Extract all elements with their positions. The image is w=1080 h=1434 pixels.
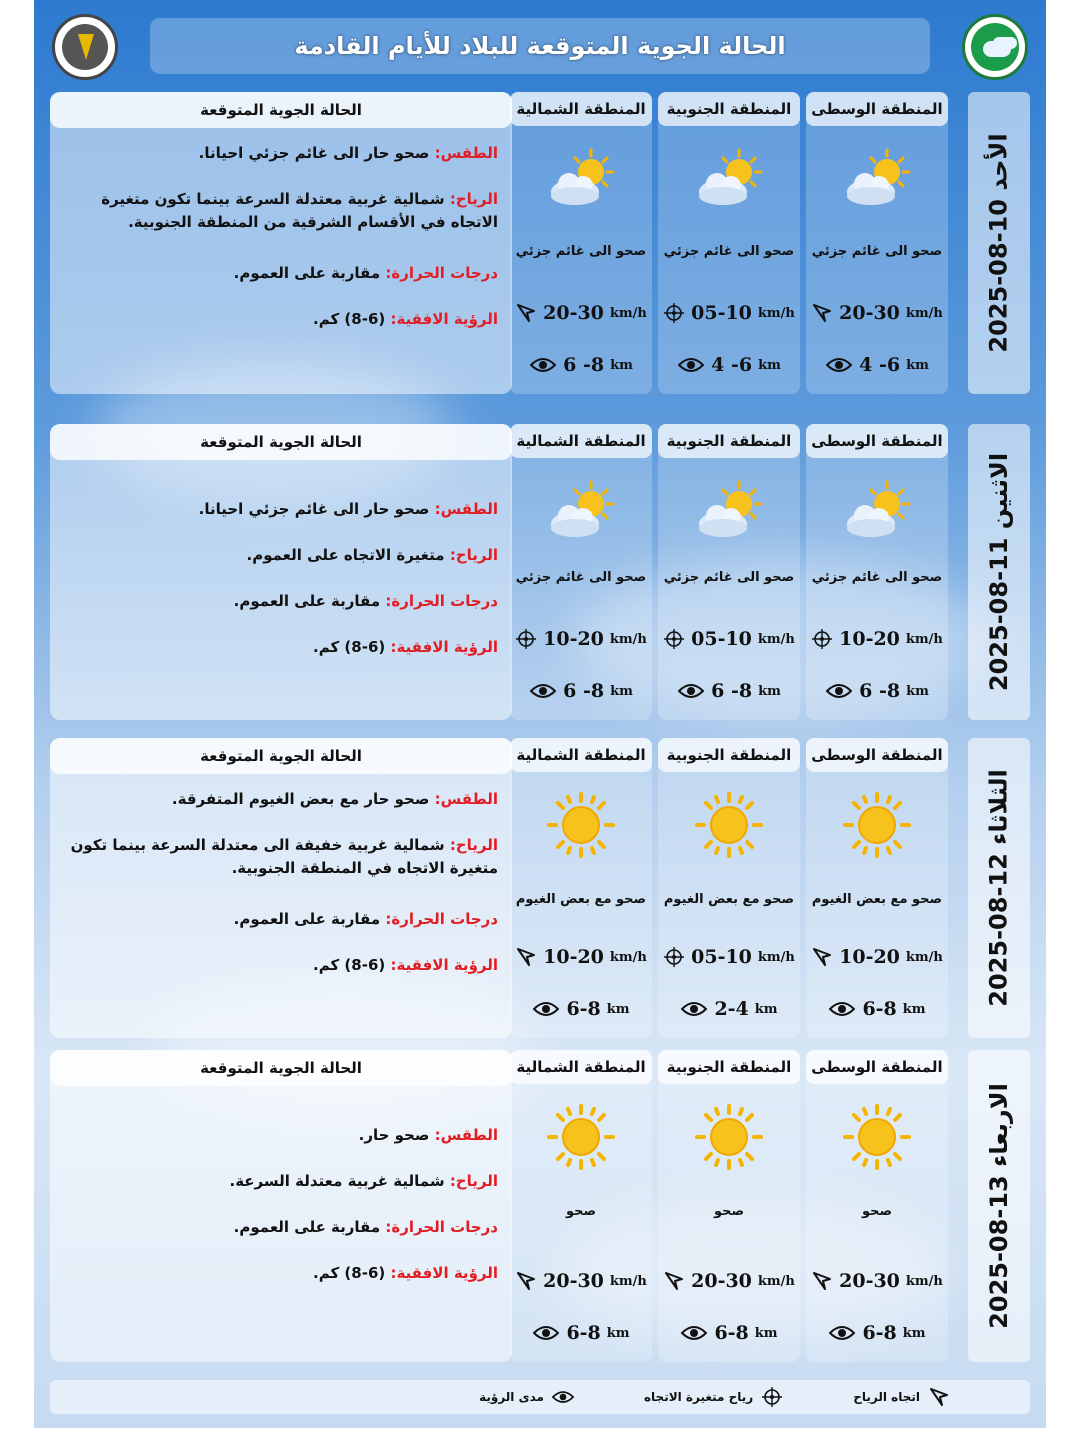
temps-line [62,262,498,285]
visibility [658,1322,800,1344]
wind-speed-value: 20-30 [839,1270,900,1292]
wind-direction-icon [811,946,833,968]
region-cell [510,424,652,720]
sun-icon [545,792,617,858]
visibility-value: 6 -8 [859,680,901,702]
wind-direction-icon [811,1270,833,1292]
forecast-panel [50,738,512,1038]
sky-condition: صحو [861,1204,893,1219]
sky-condition: صحو مع بعض الغيوم [663,892,795,907]
weather-line-label: الطقس: [434,500,498,518]
region-cell [658,1050,800,1362]
wind-speed [658,1270,800,1292]
wind-speed-value: 10-20 [839,628,900,650]
wind-speed [658,302,800,324]
temps-line-value: مقاربة على العموم. [233,264,381,282]
visibility-unit: km [606,1325,630,1341]
visibility [806,680,948,702]
forecast-header: الحالة الجوية المتوقعة [50,424,512,460]
eye-icon [532,1322,560,1344]
visibility-value: 6 -8 [563,354,605,376]
wind-direction-icon [928,1386,950,1408]
region-cell [510,92,652,394]
weather-line-value: صحو حار الى غائم جزئي احيانا. [198,500,430,518]
visibility-value: 2-4 [714,998,749,1020]
winds-line [62,834,498,879]
visibility-unit: km [906,683,929,699]
visibility-value: 4 -6 [711,354,753,376]
wind-speed [510,1270,652,1292]
wind-speed-value: 05-10 [691,946,752,968]
eye-icon [828,998,856,1020]
forecast-panel [50,92,512,394]
eye-icon [529,354,557,376]
sun-icon [693,1104,765,1170]
sky-condition: صحو مع بعض الغيوم [515,892,647,907]
sky-condition: صحو مع بعض الغيوم [811,892,943,907]
winds-line-label: الرياح: [449,836,498,854]
visibility [510,354,652,376]
weather-line [62,498,498,521]
visibility [658,354,800,376]
sky-condition: صحو [713,1204,745,1219]
day-date [968,738,1030,1038]
temps-line-label: درجات الحرارة: [385,1218,498,1236]
region-cell [658,424,800,720]
variable-wind-icon [663,628,685,650]
wind-speed [806,946,948,968]
visibility-line-value: (6-8) كم. [313,310,386,328]
region-cell [806,1050,948,1362]
partly-cloudy-icon [841,478,913,544]
wind-direction-icon [515,946,537,968]
variable-wind-icon [811,628,833,650]
legend-wind-direction-label: اتجاه الرياح [853,1390,920,1404]
weather-line-label: الطقس: [434,1126,498,1144]
winds-line-value: متغيرة الاتجاه على العموم. [246,546,445,564]
eye-icon [677,354,705,376]
region-name: المنطقة الجنوبية [658,424,800,458]
wind-direction-icon [811,302,833,324]
region-name: المنطقة الشمالية [510,424,652,458]
visibility-unit: km [902,1001,926,1017]
eye-icon [825,354,853,376]
forecast-header: الحالة الجوية المتوقعة [50,92,512,128]
winds-line-label: الرياح: [449,1172,498,1190]
visibility [658,680,800,702]
wind-speed-value: 20-30 [543,1270,604,1292]
wind-speed-unit: km/h [757,1273,795,1289]
visibility-unit: km [754,1001,778,1017]
sky-condition: صحو الى غائم جزئي [811,570,943,585]
region-name: المنطقة الشمالية [510,1050,652,1084]
variable-wind-icon [515,628,537,650]
winds-line-label: الرياح: [449,546,498,564]
day-date-label: الثلاثاء 12-08-2025 [984,769,1013,1007]
partly-cloudy-icon [693,478,765,544]
region-cell [806,92,948,394]
wind-speed [658,946,800,968]
day-date [968,424,1030,720]
region-cell [510,738,652,1038]
winds-line-value: شمالية غربية خفيفة الى معتدلة السرعة بينما تكون متغيرة الاتجاه في المنطقة الجنوبية. [70,836,498,877]
legend-variable-wind [644,1386,783,1408]
wind-speed-unit: km/h [609,631,647,647]
sky-condition: صحو الى غائم جزئي [515,244,647,259]
page-title: الحالة الجوية المتوقعة للبلاد للأيام القادمة [150,18,930,74]
day-date [968,1050,1030,1362]
eye-icon [825,680,853,702]
wind-speed-value: 20-30 [691,1270,752,1292]
temps-line-value: مقاربة على العموم. [233,910,381,928]
weather-line-label: الطقس: [434,790,498,808]
partly-cloudy-icon [545,478,617,544]
weather-line [62,1124,498,1147]
sky-condition: صحو [565,1204,597,1219]
visibility-unit: km [906,357,929,373]
sky-condition: صحو الى غائم جزئي [515,570,647,585]
sun-icon [841,792,913,858]
wind-direction-icon [515,1270,537,1292]
eye-icon [680,1322,708,1344]
eye-icon [532,998,560,1020]
visibility [510,998,652,1020]
temps-line [62,908,498,931]
wind-speed-unit: km/h [609,305,647,321]
wind-speed-value: 10-20 [839,946,900,968]
visibility-unit: km [754,1325,778,1341]
winds-line-label: الرياح: [449,190,498,208]
wind-speed-value: 10-20 [543,628,604,650]
visibility-value: 6 -8 [711,680,753,702]
visibility-line-value: (6-8) كم. [313,1264,386,1282]
forecast-panel [50,1050,512,1362]
eye-icon [677,680,705,702]
region-name: المنطقة الجنوبية [658,738,800,772]
region-cell [510,1050,652,1362]
temps-line [62,1216,498,1239]
visibility-value: 6 -8 [563,680,605,702]
variable-wind-icon [663,302,685,324]
region-cell [806,738,948,1038]
visibility-value: 6-8 [714,1322,749,1344]
wind-speed [510,946,652,968]
sun-icon [693,792,765,858]
forecast-header: الحالة الجوية المتوقعة [50,738,512,774]
visibility-unit: km [902,1325,926,1341]
day-date-label: الاثنين 11-08-2025 [984,452,1013,692]
visibility [510,680,652,702]
legend-variable-wind-label: رياح متغيرة الاتجاه [643,1390,754,1404]
winds-line [62,188,498,233]
sky-condition: صحو الى غائم جزئي [663,244,795,259]
visibility-line-value: (6-8) كم. [313,638,386,656]
wind-speed [806,1270,948,1292]
visibility-line-value: (6-8) كم. [313,956,386,974]
legend [50,1380,1030,1414]
wind-speed-value: 05-10 [691,302,752,324]
visibility-line [62,1262,498,1285]
visibility-value: 6-8 [566,998,601,1020]
day-row [50,424,1030,720]
eye-icon [828,1322,856,1344]
partly-cloudy-icon [545,146,617,212]
weather-line [62,142,498,165]
winds-line-value: شمالية غربية معتدلة السرعة بينما تكون متغيرة الاتجاه في الأقسام الشرقية من المنطقة الجنوبية. [101,190,498,231]
day-row [50,738,1030,1038]
wind-speed [510,628,652,650]
visibility-unit: km [610,357,633,373]
eye-icon [529,680,557,702]
wind-speed-unit: km/h [757,949,795,965]
partly-cloudy-icon [841,146,913,212]
visibility-value: 6-8 [566,1322,601,1344]
visibility-unit: km [606,1001,630,1017]
wind-speed [510,302,652,324]
winds-line-value: شمالية غربية معتدلة السرعة. [229,1172,445,1190]
sun-icon [545,1104,617,1170]
wind-speed [806,302,948,324]
wind-speed-unit: km/h [757,305,795,321]
meteorology-logo [962,14,1028,80]
wind-speed-unit: km/h [905,1273,943,1289]
region-name: المنطقة الجنوبية [658,1050,800,1084]
forecast-bulletin [34,0,1046,1428]
ministry-logo [52,14,118,80]
wind-speed-value: 20-30 [839,302,900,324]
weather-line-label: الطقس: [434,144,498,162]
visibility-line-label: الرؤية الافقية: [390,638,498,656]
visibility-value: 4 -6 [859,354,901,376]
legend-visibility-label: مدى الرؤية [479,1390,544,1404]
visibility-unit: km [610,683,633,699]
weather-line-value: صحو حار مع بعض الغيوم المتفرقة. [171,790,430,808]
wind-speed-value: 20-30 [543,302,604,324]
visibility [806,1322,948,1344]
wind-speed [806,628,948,650]
wind-direction-icon [515,302,537,324]
wind-speed-unit: km/h [905,631,943,647]
temps-line-value: مقاربة على العموم. [233,1218,381,1236]
visibility [806,998,948,1020]
eye-icon [552,1386,574,1408]
region-name: المنطقة الشمالية [510,738,652,772]
weather-line [62,788,498,811]
sun-icon [841,1104,913,1170]
visibility-line-label: الرؤية الافقية: [390,1264,498,1282]
visibility-line [62,308,498,331]
temps-line-value: مقاربة على العموم. [233,592,381,610]
legend-wind-direction [853,1386,950,1408]
visibility-line [62,954,498,977]
wind-speed-unit: km/h [905,949,943,965]
visibility-unit: km [758,357,781,373]
visibility-value: 6-8 [862,1322,897,1344]
sky-condition: صحو الى غائم جزئي [811,244,943,259]
region-name: المنطقة الوسطى [806,92,948,126]
visibility-value: 6-8 [862,998,897,1020]
partly-cloudy-icon [693,146,765,212]
day-row [50,1050,1030,1362]
region-name: المنطقة الوسطى [806,738,948,772]
winds-line [62,544,498,567]
region-name: المنطقة الشمالية [510,92,652,126]
visibility [658,998,800,1020]
wind-speed-unit: km/h [609,1273,647,1289]
day-date [968,92,1030,394]
visibility-unit: km [758,683,781,699]
temps-line-label: درجات الحرارة: [385,592,498,610]
region-cell [658,92,800,394]
legend-visibility [479,1386,574,1408]
region-cell [806,424,948,720]
sky-condition: صحو الى غائم جزئي [663,570,795,585]
visibility-line [62,636,498,659]
forecast-header: الحالة الجوية المتوقعة [50,1050,512,1086]
wind-speed-unit: km/h [609,949,647,965]
visibility [806,354,948,376]
temps-line-label: درجات الحرارة: [385,264,498,282]
forecast-panel [50,424,512,720]
region-name: المنطقة الجنوبية [658,92,800,126]
region-cell [658,738,800,1038]
visibility [510,1322,652,1344]
weather-line-value: صحو حار الى غائم جزئي احيانا. [198,144,430,162]
eye-icon [680,998,708,1020]
region-name: المنطقة الوسطى [806,424,948,458]
visibility-line-label: الرؤية الافقية: [390,956,498,974]
wind-direction-icon [663,1270,685,1292]
weather-line-value: صحو حار. [358,1126,430,1144]
wind-speed-value: 10-20 [543,946,604,968]
wind-speed-unit: km/h [757,631,795,647]
visibility-line-label: الرؤية الافقية: [390,310,498,328]
day-date-label: الاربعاء 13-08-2025 [985,1083,1013,1329]
variable-wind-icon [761,1386,783,1408]
winds-line [62,1170,498,1193]
region-name: المنطقة الوسطى [806,1050,948,1084]
day-date-label: الأحد 10-08-2025 [984,133,1013,353]
variable-wind-icon [663,946,685,968]
wind-speed-value: 05-10 [691,628,752,650]
temps-line-label: درجات الحرارة: [385,910,498,928]
temps-line [62,590,498,613]
wind-speed-unit: km/h [905,305,943,321]
day-row [50,92,1030,394]
wind-speed [658,628,800,650]
